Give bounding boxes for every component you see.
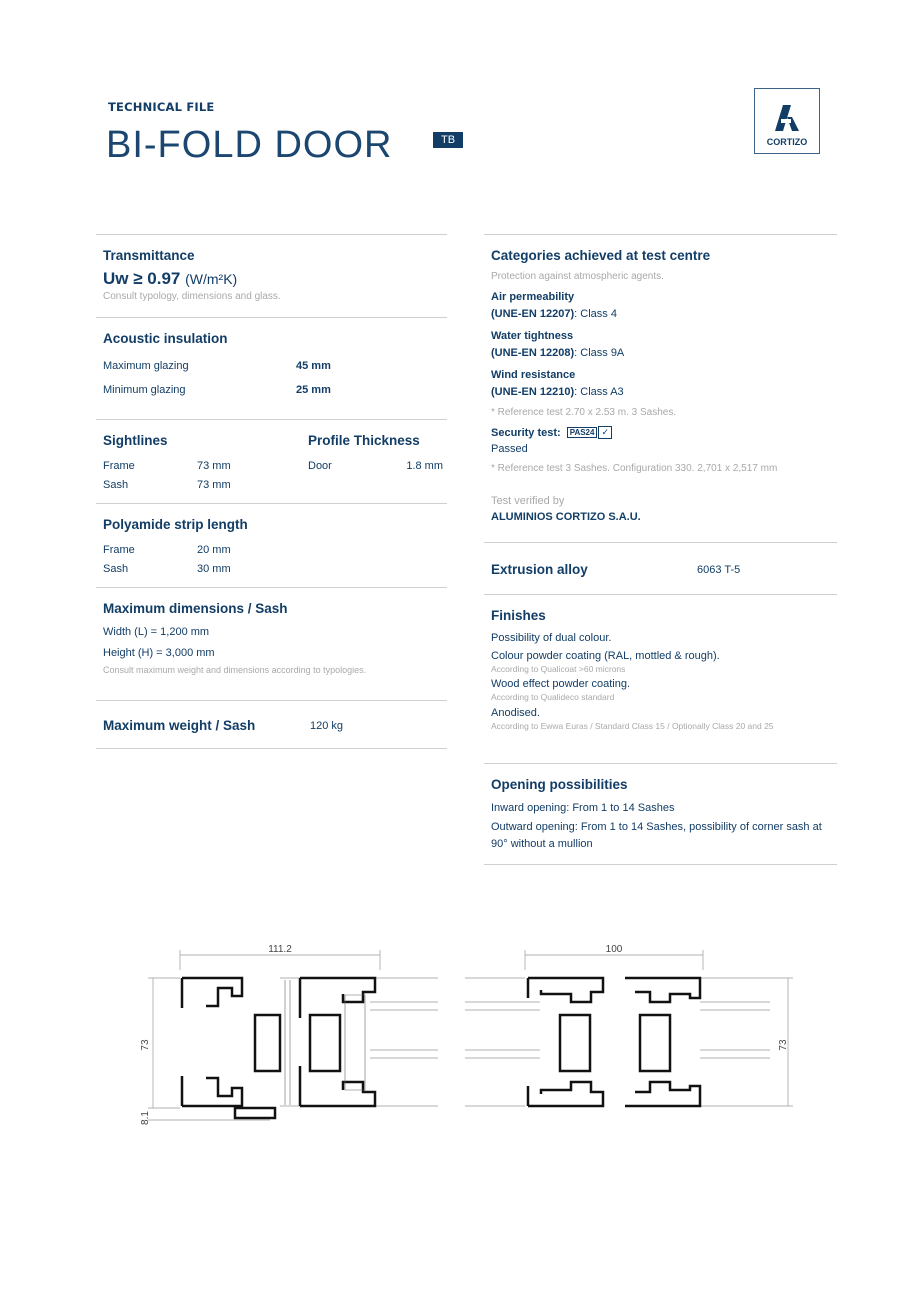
row-label: Frame: [103, 460, 135, 472]
opening-section: [491, 777, 836, 853]
profile-thickness-section: [308, 433, 443, 472]
transmittance-section: [103, 248, 443, 302]
cortizo-logo: [754, 88, 820, 154]
finish-note: According to Qualicoat >60 microns: [491, 664, 626, 674]
category-class: : Class 4: [574, 308, 617, 320]
row-value: 1.8 mm: [406, 460, 443, 472]
alloy-value: 6063 T-5: [697, 563, 741, 576]
finish-line: Colour powder coating (RAL, mottled & rough).: [491, 650, 720, 662]
max-height: Height (H) = 3,000 mm: [103, 647, 215, 659]
dimension-offset: 8.1: [140, 1111, 151, 1125]
divider: [484, 594, 837, 595]
max-dimensions-section: [103, 601, 448, 675]
category-standard: (UNE-EN 12210): [491, 386, 575, 398]
finish-line: Wood effect powder coating.: [491, 678, 631, 690]
row-label: Door: [308, 460, 332, 472]
row-label: Minimum glazing: [103, 384, 186, 396]
row-value: 73 mm: [197, 479, 231, 491]
divider: [96, 587, 447, 588]
divider: [484, 864, 837, 865]
divider: [96, 503, 447, 504]
category-class: : Class A3: [574, 386, 624, 398]
category-item: [491, 328, 836, 362]
divider: [484, 542, 837, 543]
document-kicker: TECHNICAL FILE: [108, 100, 215, 114]
divider: [96, 748, 447, 749]
section-title: Acoustic insulation: [103, 331, 228, 346]
sightlines-section: [103, 433, 303, 491]
finish-note: According to Qualideco standard: [491, 692, 615, 702]
max-weight-section: [103, 718, 443, 733]
finish-note: According to Ewwa Euras / Standard Class 15 / Optionally Class 20 and 25: [491, 721, 774, 731]
dimension-height: 73: [778, 1039, 789, 1051]
polyamide-section: [103, 517, 443, 575]
category-class: : Class 9A: [574, 347, 625, 359]
category-standard: (UNE-EN 12207): [491, 308, 575, 320]
section-title: Maximum weight / Sash: [103, 718, 256, 733]
dimension-width: 100: [605, 944, 623, 955]
note: Consult typology, dimensions and glass.: [103, 291, 281, 302]
category-name: Wind resistance: [491, 369, 576, 381]
max-weight-value: 120 kg: [310, 719, 344, 732]
max-width: Width (L) = 1,200 mm: [103, 626, 210, 638]
logo-icon: [770, 103, 804, 137]
divider: [96, 317, 447, 318]
row-label: Sash: [103, 479, 129, 491]
row-label: Sash: [103, 563, 129, 575]
row-value: 20 mm: [197, 544, 231, 556]
reference-note: * Reference test 3 Sashes. Configuration 330. 2,701 x 2,517 mm: [491, 463, 778, 474]
divider: [484, 763, 837, 764]
security-result: Passed: [491, 443, 528, 455]
alloy-section: [491, 562, 831, 577]
section-title: Maximum dimensions / Sash: [103, 601, 288, 616]
row-value: 73 mm: [197, 460, 231, 472]
section-title: Profile Thickness: [308, 433, 420, 448]
pas24-badge: PAS24: [567, 427, 598, 438]
dimension-height: 73: [140, 1039, 151, 1051]
divider: [96, 419, 447, 420]
section-title: Finishes: [491, 608, 546, 623]
subtitle: Protection against atmospheric agents.: [491, 271, 664, 282]
reference-note: * Reference test 2.70 x 2.53 m. 3 Sashes.: [491, 407, 677, 418]
divider: [484, 234, 837, 235]
security-label: Security test:: [491, 426, 561, 439]
dimension-width: 111.2: [268, 944, 292, 955]
category-name: Water tightness: [491, 330, 574, 342]
tb-badge: TB: [433, 132, 463, 148]
row-value: 30 mm: [197, 563, 231, 575]
row-value: 45 mm: [296, 360, 331, 372]
opening-line: Outward opening: From 1 to 14 Sashes, possibility of corner sash at 90° without a mullion: [491, 821, 822, 850]
category-standard: (UNE-EN 12208): [491, 347, 575, 359]
opening-line: Inward opening: From 1 to 14 Sashes: [491, 802, 675, 814]
category-name: Air permeability: [491, 291, 575, 303]
security-test: [491, 426, 836, 439]
verified-label: Test verified by: [491, 495, 565, 507]
section-drawing-left: [130, 940, 450, 1130]
section-title: Transmittance: [103, 248, 195, 263]
logo-text: CORTIZO: [766, 137, 808, 147]
finish-line: Anodised.: [491, 707, 540, 719]
page-title: BI-FOLD DOOR: [106, 124, 393, 166]
row-label: Frame: [103, 544, 135, 556]
divider: [96, 700, 447, 701]
uw-label: Uw: [103, 269, 129, 288]
divider: [96, 234, 447, 235]
category-item: [491, 289, 836, 323]
section-title: Categories achieved at test centre: [491, 248, 711, 263]
verified-by: ALUMINIOS CORTIZO S.A.U.: [491, 511, 641, 523]
finish-line: Possibility of dual colour.: [491, 632, 612, 644]
section-drawing-right: [460, 940, 800, 1130]
section-title: Extrusion alloy: [491, 562, 588, 577]
row-value: 25 mm: [296, 384, 331, 396]
check-icon: ✓: [598, 426, 612, 439]
finishes-section: [491, 608, 836, 731]
row-label: Maximum glazing: [103, 360, 189, 372]
note: Consult maximum weight and dimensions according to typologies.: [103, 665, 367, 675]
section-title: Sightlines: [103, 433, 168, 448]
category-item: [491, 367, 836, 401]
uw-value: ≥ 0.97: [133, 269, 181, 288]
section-title: Opening possibilities: [491, 777, 628, 792]
uw-unit: (W/m²K): [185, 271, 238, 287]
acoustic-section: [103, 331, 443, 396]
categories-section: [491, 248, 836, 523]
section-title: Polyamide strip length: [103, 517, 248, 532]
